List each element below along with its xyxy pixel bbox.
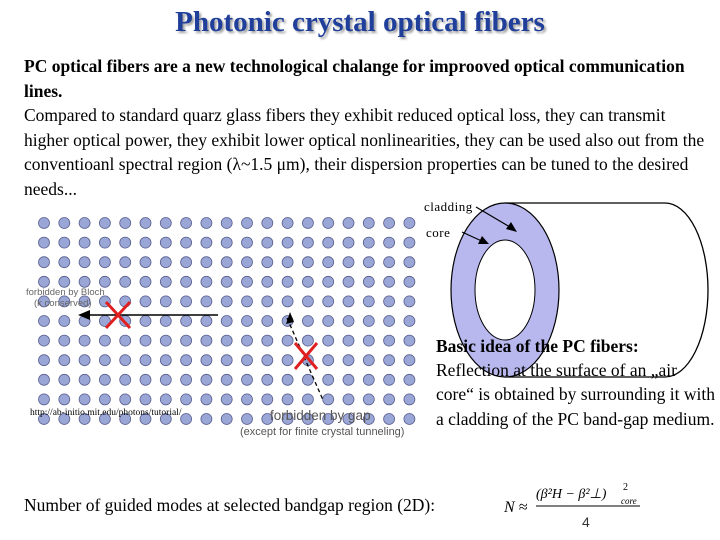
- crystal-dot: [302, 237, 313, 248]
- crystal-dot: [201, 414, 212, 425]
- crystal-dot: [282, 394, 293, 405]
- crystal-dot: [242, 218, 253, 229]
- crystal-dot: [384, 257, 395, 268]
- crystal-dot: [262, 218, 273, 229]
- crystal-dot: [160, 257, 171, 268]
- crystal-dot: [181, 394, 192, 405]
- formula-subscript: core: [621, 496, 637, 506]
- crystal-dot: [302, 316, 313, 327]
- crystal-dot: [160, 218, 171, 229]
- crystal-dot: [242, 414, 253, 425]
- crystal-dot: [323, 257, 334, 268]
- crystal-dot: [323, 218, 334, 229]
- crystal-dot: [384, 296, 395, 307]
- crystal-dot: [363, 296, 374, 307]
- crystal-dot: [160, 374, 171, 385]
- crystal-dot: [384, 374, 395, 385]
- crystal-dot: [39, 276, 50, 287]
- cladding-label: cladding: [424, 199, 473, 214]
- crystal-dot: [140, 296, 151, 307]
- crystal-dot: [221, 374, 232, 385]
- crystal-dot: [262, 374, 273, 385]
- crystal-dot: [181, 374, 192, 385]
- crystal-dot: [39, 355, 50, 366]
- crystal-dot: [59, 218, 70, 229]
- crystal-dot: [201, 257, 212, 268]
- crystal-dot: [79, 218, 90, 229]
- crystal-dot: [363, 355, 374, 366]
- formula-numerator: (β²H − β²⊥): [536, 487, 607, 502]
- crystal-dot: [120, 257, 131, 268]
- crystal-dot: [120, 394, 131, 405]
- crystal-dot: [120, 276, 131, 287]
- crystal-dot: [323, 316, 334, 327]
- crystal-dot: [404, 374, 415, 385]
- crystal-dot: [181, 316, 192, 327]
- crystal-dot: [262, 335, 273, 346]
- crystal-dot: [201, 237, 212, 248]
- crystal-dot: [221, 218, 232, 229]
- crystal-dot: [39, 218, 50, 229]
- crystal-dot: [140, 257, 151, 268]
- crystal-dot: [404, 355, 415, 366]
- crystal-dot: [160, 276, 171, 287]
- crystal-dot: [404, 414, 415, 425]
- crystal-dot: [99, 335, 110, 346]
- crystal-dot: [323, 355, 334, 366]
- crystal-dot: [302, 257, 313, 268]
- crystal-dot: [59, 316, 70, 327]
- crystal-dot: [79, 237, 90, 248]
- crystal-dot: [404, 316, 415, 327]
- crystal-dot: [404, 394, 415, 405]
- crystal-dot: [323, 276, 334, 287]
- crystal-dot: [282, 335, 293, 346]
- crystal-dot: [242, 316, 253, 327]
- crystal-dot: [242, 257, 253, 268]
- crystal-dot: [343, 374, 354, 385]
- crystal-dot: [221, 414, 232, 425]
- crystal-dot: [302, 218, 313, 229]
- crystal-dot: [59, 335, 70, 346]
- core-label: core: [426, 225, 451, 240]
- crystal-dot: [343, 257, 354, 268]
- crystal-dot: [160, 296, 171, 307]
- crystal-dot: [302, 394, 313, 405]
- crystal-dot: [343, 316, 354, 327]
- crystal-dot: [262, 355, 273, 366]
- crystal-dot: [262, 296, 273, 307]
- crystal-dot: [140, 218, 151, 229]
- crystal-dot: [343, 335, 354, 346]
- crystal-dot: [99, 374, 110, 385]
- page-title: Photonic crystal optical fibers: [175, 6, 545, 38]
- crystal-dot: [39, 335, 50, 346]
- crystal-dot: [59, 276, 70, 287]
- crystal-dot: [282, 237, 293, 248]
- crystal-dot: [140, 316, 151, 327]
- formula-denominator: 4: [582, 514, 590, 530]
- basic-idea-heading: Basic idea of the PC fibers:: [436, 336, 639, 356]
- crystal-dot: [302, 296, 313, 307]
- crystal-dot: [343, 237, 354, 248]
- crystal-dot: [79, 257, 90, 268]
- crystal-dot: [221, 394, 232, 405]
- crystal-dot: [120, 218, 131, 229]
- crystal-dot: [140, 335, 151, 346]
- crystal-dot: [99, 218, 110, 229]
- crystal-dot: [363, 276, 374, 287]
- crystal-dot: [363, 218, 374, 229]
- crystal-dot: [181, 335, 192, 346]
- crystal-dot: [302, 335, 313, 346]
- crystal-dot: [99, 355, 110, 366]
- intro-body-paragraph: Compared to standard quarz glass fibers they exhibit reduced optical loss, they can transmit higher optical power, they exhibit lower optical nonlinearities, they can be used also out from the conventioanl spectral region (λ~1.5 μm), their dispersion properties can be tuned to the desired needs...: [24, 105, 705, 199]
- crystal-dot: [262, 257, 273, 268]
- crystal-dot: [120, 237, 131, 248]
- crystal-dot: [99, 276, 110, 287]
- crystal-dot: [201, 316, 212, 327]
- crystal-dot: [160, 355, 171, 366]
- crystal-dot: [181, 257, 192, 268]
- crystal-dot: [140, 374, 151, 385]
- crystal-dot: [363, 335, 374, 346]
- crystal-dot: [160, 237, 171, 248]
- crystal-dot: [39, 374, 50, 385]
- formula-exponent: 2: [623, 482, 628, 493]
- crystal-dot: [221, 335, 232, 346]
- crystal-dot: [201, 355, 212, 366]
- crystal-dot: [201, 394, 212, 405]
- crystal-dot: [262, 237, 273, 248]
- crystal-dot: [39, 394, 50, 405]
- crystal-dot: [120, 335, 131, 346]
- crystal-dot: [59, 237, 70, 248]
- crystal-dot-grid: [39, 218, 415, 425]
- crystal-dot: [140, 276, 151, 287]
- crystal-dot: [363, 257, 374, 268]
- bloch-label: [26, 287, 105, 309]
- crystal-dot: [363, 394, 374, 405]
- crystal-dot: [242, 394, 253, 405]
- crystal-dot: [384, 218, 395, 229]
- crystal-dot: [140, 355, 151, 366]
- crystal-dot: [323, 374, 334, 385]
- crystal-dot: [404, 218, 415, 229]
- crystal-dot: [343, 296, 354, 307]
- crystal-dot: [323, 394, 334, 405]
- crystal-dot: [160, 316, 171, 327]
- crystal-dot: [140, 237, 151, 248]
- crystal-dot: [384, 237, 395, 248]
- crystal-dot: [79, 394, 90, 405]
- crystal-dot: [79, 276, 90, 287]
- crystal-dot: [282, 296, 293, 307]
- crystal-dot: [181, 237, 192, 248]
- crystal-dot: [99, 394, 110, 405]
- crystal-dot: [39, 237, 50, 248]
- crystal-dot: [221, 237, 232, 248]
- crystal-dot: [384, 316, 395, 327]
- crystal-dot: [404, 296, 415, 307]
- crystal-dot: [221, 276, 232, 287]
- crystal-dot: [384, 335, 395, 346]
- crystal-dot: [242, 374, 253, 385]
- crystal-dot: [99, 237, 110, 248]
- bloch-label-line1: forbidden by Bloch: [26, 287, 105, 298]
- crystal-dot: [201, 335, 212, 346]
- crystal-dot: [262, 276, 273, 287]
- crystal-dot: [201, 296, 212, 307]
- crystal-dot: [323, 237, 334, 248]
- crystal-dot: [79, 335, 90, 346]
- source-url[interactable]: http://ab-initio.mit.edu/photons/tutorial/: [30, 408, 182, 418]
- crystal-dot: [59, 257, 70, 268]
- crystal-dot: [384, 394, 395, 405]
- crystal-dot: [120, 355, 131, 366]
- crystal-dot: [181, 414, 192, 425]
- guided-modes-text: Number of guided modes at selected bandgap region (2D):: [24, 495, 436, 515]
- crystal-dot: [343, 355, 354, 366]
- basic-idea-box: [436, 334, 716, 431]
- crystal-dot: [343, 394, 354, 405]
- basic-idea-text: Reflection at the surface of an „air core“ is obtained by surrounding it with a cladding of the PC band-gap medium.: [436, 360, 715, 429]
- crystal-dot: [181, 296, 192, 307]
- crystal-dot: [181, 218, 192, 229]
- crystal-dot: [384, 414, 395, 425]
- crystal-dot: [282, 355, 293, 366]
- crystal-dot: [221, 257, 232, 268]
- crystal-dot: [323, 296, 334, 307]
- crystal-dot: [242, 276, 253, 287]
- crystal-dot: [242, 355, 253, 366]
- crystal-dot: [120, 374, 131, 385]
- bloch-label-line2: (k conserved): [34, 298, 92, 309]
- crystal-dot: [79, 355, 90, 366]
- crystal-dot: [201, 276, 212, 287]
- gap-sublabel: (except for finite crystal tunneling): [240, 426, 405, 438]
- modes-formula: [500, 478, 650, 534]
- crystal-dot: [363, 374, 374, 385]
- crystal-dot: [201, 218, 212, 229]
- crystal-dot: [404, 237, 415, 248]
- crystal-dot: [384, 276, 395, 287]
- crystal-dot: [404, 276, 415, 287]
- crystal-dot: [302, 276, 313, 287]
- crystal-dot: [79, 374, 90, 385]
- crystal-dot: [39, 316, 50, 327]
- fiber-core: [475, 240, 535, 340]
- crystal-dot: [181, 276, 192, 287]
- crystal-dot: [221, 296, 232, 307]
- crystal-dot: [160, 335, 171, 346]
- crystal-dot: [282, 218, 293, 229]
- crystal-dot: [181, 355, 192, 366]
- crystal-dot: [221, 355, 232, 366]
- crystal-dot: [384, 355, 395, 366]
- crystal-dot: [201, 374, 212, 385]
- crystal-dot: [242, 335, 253, 346]
- crystal-dot: [59, 374, 70, 385]
- crystal-dot: [323, 335, 334, 346]
- crystal-dot: [404, 335, 415, 346]
- crystal-dot: [363, 237, 374, 248]
- crystal-dot: [59, 394, 70, 405]
- crystal-dot: [343, 276, 354, 287]
- crystal-dot: [99, 257, 110, 268]
- gap-label: forbidden by gap: [270, 408, 371, 423]
- crystal-dot: [140, 394, 151, 405]
- crystal-dot: [343, 218, 354, 229]
- crystal-dot: [242, 296, 253, 307]
- crystal-dot: [39, 257, 50, 268]
- crystal-dot: [404, 257, 415, 268]
- crystal-dot: [262, 316, 273, 327]
- intro-bold-paragraph: PC optical fibers are a new technological chalange for improoved optical communication lines.: [24, 56, 685, 101]
- crystal-dot: [59, 355, 70, 366]
- crystal-dot: [160, 394, 171, 405]
- crystal-dot: [282, 276, 293, 287]
- crystal-dot: [282, 374, 293, 385]
- crystal-dot: [221, 316, 232, 327]
- crystal-dot: [242, 237, 253, 248]
- crystal-dot: [363, 316, 374, 327]
- crystal-dot: [282, 257, 293, 268]
- formula-lhs: N ≈: [504, 499, 528, 516]
- crystal-dot: [262, 394, 273, 405]
